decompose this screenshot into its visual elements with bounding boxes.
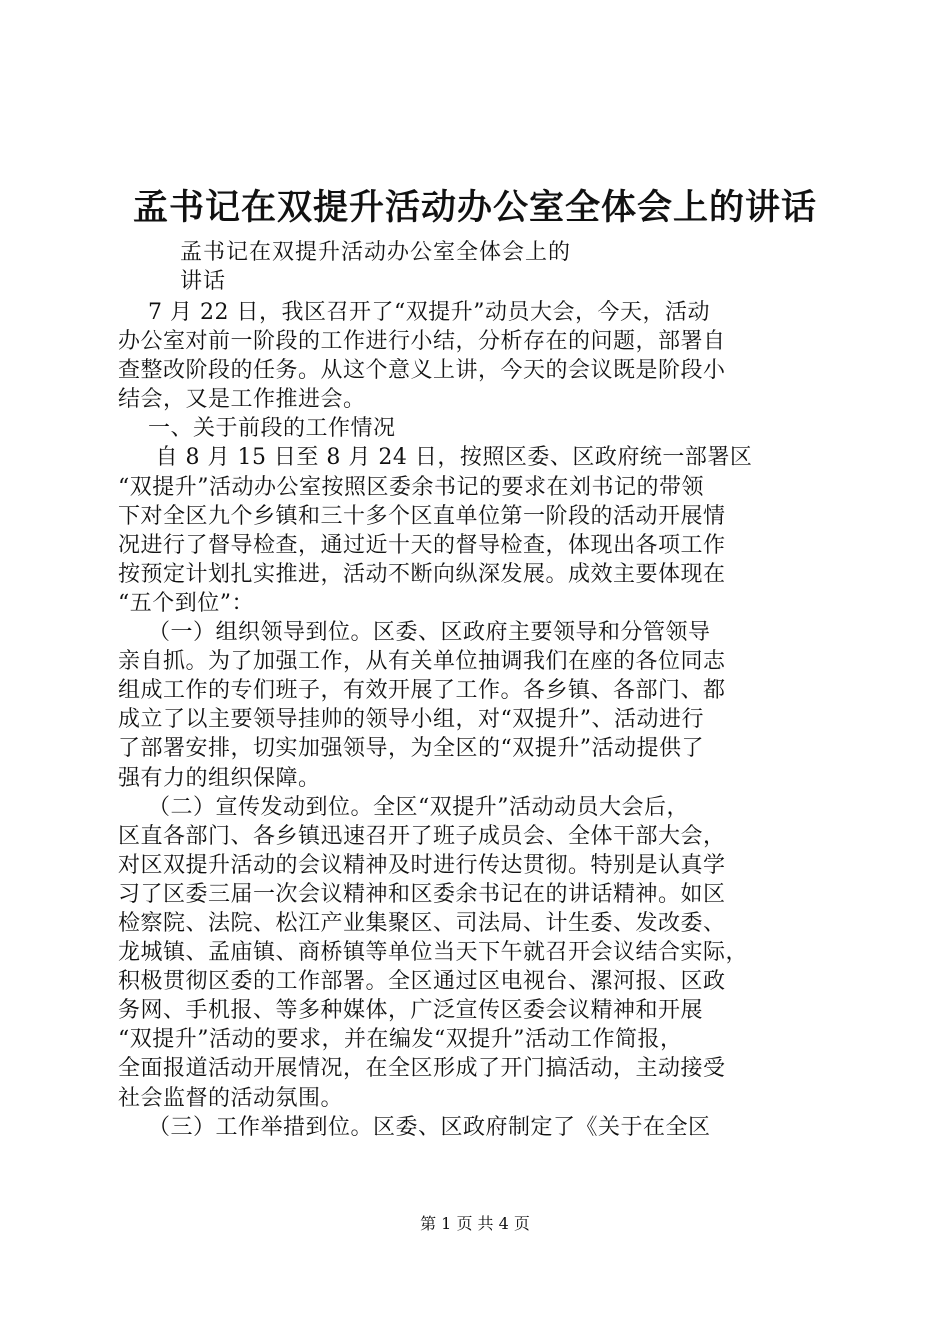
body-line: （二）宣传发动到位。全区“双提升”活动动员大会后， <box>118 794 689 820</box>
body-line: “双提升”活动办公室按照区委余书记的要求在刘书记的带领 <box>118 474 704 500</box>
body-line: 区直各部门、各乡镇迅速召开了班子成员会、全体干部大会， <box>118 823 726 849</box>
subtitle-line: 讲话 <box>180 269 227 295</box>
body-line: （一）组织领导到位。区委、区政府主要领导和分管领导 <box>118 620 711 646</box>
body-line: 下对全区九个乡镇和三十多个区直单位第一阶段的活动开展情 <box>118 503 726 529</box>
body-line: 7 月 22 日，我区召开了“双提升”动员大会，今天，活动 <box>118 300 710 325</box>
body-line: 一、关于前段的工作情况 <box>118 416 396 442</box>
body-line: “五个到位”： <box>118 590 254 616</box>
body-line: “双提升”活动的要求，并在编发“双提升”活动工作简报， <box>118 1027 683 1053</box>
body-line: 亲自抓。为了加强工作，从有关单位抽调我们在座的各位同志 <box>118 649 726 675</box>
body-line: 了部署安排，切实加强领导，为全区的“双提升”活动提供了 <box>118 736 704 762</box>
document-subtitle <box>180 238 571 296</box>
body-line: 况进行了督导检查，通过近十天的督导检查，体现出各项工作 <box>118 532 726 558</box>
body-line: 习了区委三届一次会议精神和区委余书记在的讲话精神。如区 <box>118 881 726 907</box>
body-line: 组成工作的专们班子，有效开展了工作。各乡镇、各部门、都 <box>118 678 726 704</box>
document-body <box>118 298 833 1142</box>
body-line: 成立了以主要领导挂帅的领导小组，对“双提升”、活动进行 <box>118 707 704 733</box>
page-footer: 第 1 页 共 4 页 <box>420 1214 530 1233</box>
subtitle-line: 孟书记在双提升活动办公室全体会上的 <box>180 240 572 265</box>
body-line: 对区双提升活动的会议精神及时进行传达贯彻。特别是认真学 <box>118 852 726 878</box>
body-line: 全面报道活动开展情况，在全区形成了开门搞活动，主动接受 <box>118 1056 726 1082</box>
body-line: 结会，又是工作推进会。 <box>118 387 366 413</box>
body-line: 自 8 月 15 日至 8 月 24 日，按照区委、区政府统一部署区 <box>118 445 753 471</box>
body-line: 社会监督的活动氛围。 <box>118 1085 344 1111</box>
body-line: 积极贯彻区委的工作部署。全区通过区电视台、漯河报、区政 <box>118 969 726 995</box>
body-line: 检察院、法院、松江产业集聚区、司法局、计生委、发改委、 <box>118 910 726 936</box>
body-line: （三）工作举措到位。区委、区政府制定了《关于在全区 <box>118 1114 711 1140</box>
body-line: 务网、手机报、等多种媒体，广泛宣传区委会议精神和开展 <box>118 998 704 1024</box>
document-title: 孟书记在双提升活动办公室全体会上的讲话 <box>132 187 817 228</box>
body-line: 强有力的组织保障。 <box>118 765 321 791</box>
body-line: 办公室对前一阶段的工作进行小结，分析存在的问题，部署自 <box>118 329 726 355</box>
body-line: 查整改阶段的任务。从这个意义上讲，今天的会议既是阶段小 <box>118 358 726 384</box>
body-line: 按预定计划扎实推进，活动不断向纵深发展。成效主要体现在 <box>118 561 726 587</box>
body-line: 龙城镇、孟庙镇、商桥镇等单位当天下午就召开会议结合实际， <box>118 940 749 966</box>
